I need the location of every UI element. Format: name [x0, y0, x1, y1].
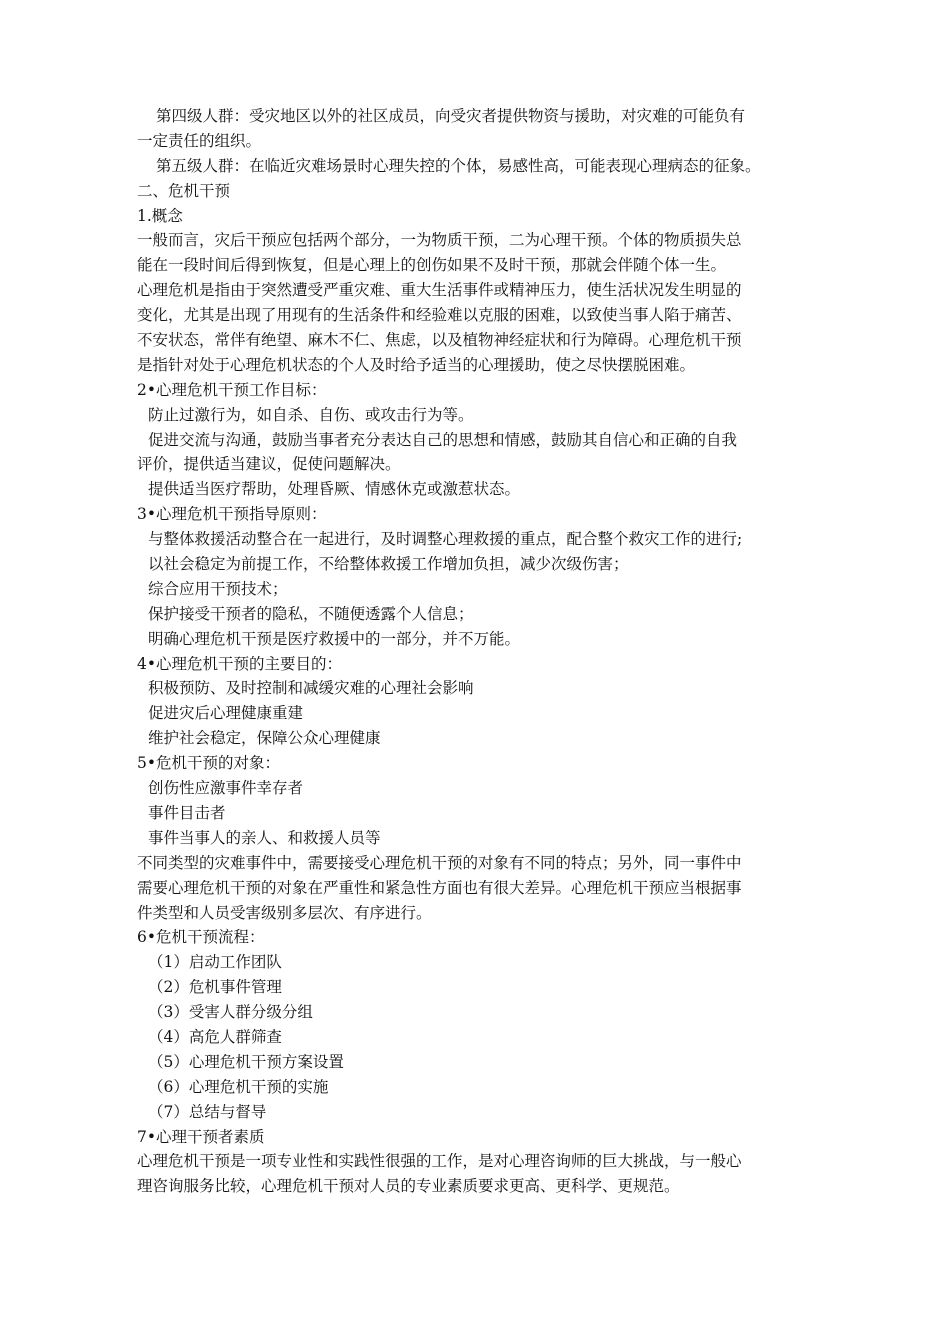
- text-line: 2•心理危机干预工作目标：: [137, 380, 327, 399]
- text-line: 6•危机干预流程：: [137, 928, 265, 947]
- text-line: 事件目击者: [148, 803, 226, 822]
- text-line: 二、危机干预: [137, 181, 231, 200]
- text-line: 保护接受干预者的隐私，不随便透露个人信息；: [148, 604, 474, 623]
- text-line: （7）总结与督导: [148, 1102, 267, 1121]
- text-line: 一般而言，灾后干预应包括两个部分，一为物质干预，二为心理干预。个体的物质损失总: [137, 231, 742, 250]
- text-line: 是指针对处于心理危机状态的个人及时给予适当的心理援助，使之尽快摆脱困难。: [137, 355, 696, 374]
- text-line: （2）危机事件管理: [148, 978, 282, 997]
- text-line: （5）心理危机干预方案设置: [148, 1052, 344, 1071]
- document-page: [137, 104, 817, 1199]
- text-line: 综合应用干预技术；: [148, 579, 288, 598]
- text-line: 促进交流与沟通，鼓励当事者充分表达自己的思想和情感，鼓励其自信心和正确的自我: [148, 430, 738, 449]
- text-line: 变化，尤其是出现了用现有的生活条件和经验难以克服的困难，以致使当事人陷于痛苦、: [137, 306, 742, 325]
- text-line: 1.概念: [137, 206, 183, 225]
- text-line: 心理危机干预是一项专业性和实践性很强的工作，是对心理咨询师的巨大挑战，与一般心: [137, 1152, 742, 1171]
- text-line: 3•心理危机干预指导原则：: [137, 505, 327, 524]
- text-line: 能在一段时间后得到恢复，但是心理上的创伤如果不及时干预，那就会伴随个体一生。: [137, 256, 727, 275]
- text-line: 7•心理干预者素质: [137, 1127, 265, 1146]
- text-line: 提供适当医疗帮助，处理昏厥、情感休克或激惹状态。: [148, 480, 521, 499]
- text-line: （6）心理危机干预的实施: [148, 1077, 329, 1096]
- text-line: 创伤性应激事件幸存者: [148, 779, 304, 798]
- text-line: 积极预防、及时控制和减缓灾难的心理社会影响: [148, 679, 474, 698]
- text-line: 5•危机干预的对象：: [137, 754, 281, 773]
- text-line: 一定责任的组织。: [137, 131, 262, 150]
- text-line: 第五级人群：在临近灾难场景时心理失控的个体，易感性高，可能表现心理病态的征象。: [156, 156, 761, 175]
- text-line: 理咨询服务比较，心理危机干预对人员的专业素质要求更高、更科学、更规范。: [137, 1177, 680, 1196]
- text-line: 件类型和人员受害级别多层次、有序进行。: [137, 903, 432, 922]
- text-line: 维护社会稳定，保障公众心理健康: [148, 729, 381, 748]
- text-line: 不同类型的灾难事件中，需要接受心理危机干预的对象有不同的特点；另外，同一事件中: [137, 853, 742, 872]
- text-line: （3）受害人群分级分组: [148, 1003, 313, 1022]
- text-line: （1）启动工作团队: [148, 953, 282, 972]
- text-line: 防止过激行为，如自杀、自伤、或攻击行为等。: [148, 405, 474, 424]
- text-line: 事件当事人的亲人、和救援人员等: [148, 828, 381, 847]
- text-line: （4）高危人群筛查: [148, 1027, 282, 1046]
- text-line: 以社会稳定为前提工作，不给整体救援工作增加负担，减少次级伤害；: [148, 555, 629, 574]
- text-line: 不安状态，常伴有绝望、麻木不仁、焦虑，以及植物神经症状和行为障碍。心理危机干预: [137, 331, 742, 350]
- text-line: 促进灾后心理健康重建: [148, 704, 304, 723]
- text-line: 评价，提供适当建议，促使问题解决。: [137, 455, 401, 474]
- text-line: 与整体救援活动整合在一起进行，及时调整心理救援的重点，配合整个救灾工作的进行;: [148, 530, 743, 549]
- text-line: 需要心理危机干预的对象在严重性和紧急性方面也有很大差异。心理危机干预应当根据事: [137, 878, 742, 897]
- text-line: 4•心理危机干预的主要目的：: [137, 654, 343, 673]
- text-line: 心理危机是指由于突然遭受严重灾难、重大生活事件或精神压力，使生活状况发生明显的: [137, 281, 742, 300]
- text-line: 明确心理危机干预是医疗救援中的一部分，并不万能。: [148, 629, 521, 648]
- text-line: 第四级人群：受灾地区以外的社区成员，向受灾者提供物资与援助，对灾难的可能负有: [156, 107, 746, 125]
